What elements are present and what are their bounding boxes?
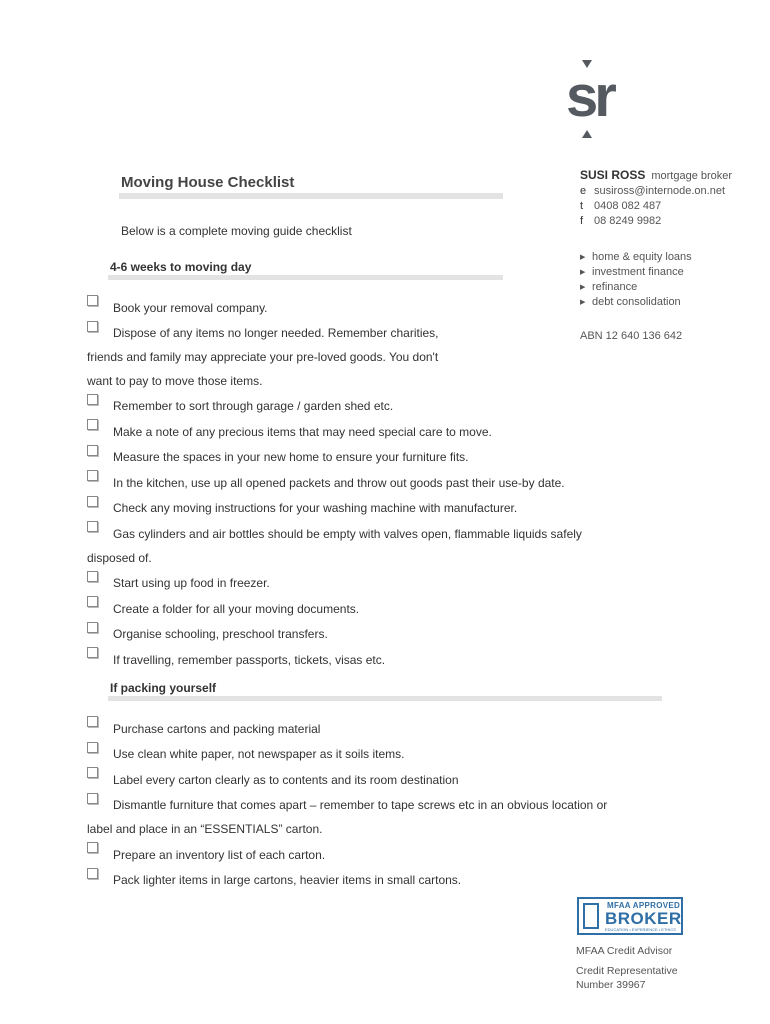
checklist-item: Purchase cartons and packing material bbox=[113, 722, 321, 736]
logo-triangle-bottom bbox=[582, 130, 592, 138]
bullet-icon: ▶ bbox=[580, 284, 586, 291]
badge-sub-text: EDUCATION • EXPERIENCE • ETHICS bbox=[605, 927, 676, 932]
phone-key: t bbox=[580, 200, 584, 212]
checklist-item: Dispose of any items no longer needed. Remember charities, bbox=[113, 326, 439, 340]
phone-value: 0408 082 487 bbox=[594, 200, 662, 212]
checkbox[interactable] bbox=[87, 793, 98, 804]
badge-top-text: MFAA APPROVED bbox=[607, 901, 681, 910]
footer-line: Number 39967 bbox=[576, 979, 646, 991]
checkbox[interactable] bbox=[87, 571, 98, 582]
mfaa-shield-icon bbox=[583, 903, 599, 929]
intro-text: Below is a complete moving guide checklist bbox=[121, 224, 352, 238]
broker-name: SUSI ROSS bbox=[580, 168, 646, 182]
checkbox[interactable] bbox=[87, 470, 98, 481]
mfaa-approved-broker-badge bbox=[577, 897, 683, 935]
checklist-item: Organise schooling, preschool transfers. bbox=[113, 627, 328, 641]
checkbox[interactable] bbox=[87, 496, 98, 507]
checkbox[interactable] bbox=[87, 394, 98, 405]
section-heading-packing: If packing yourself bbox=[110, 681, 217, 695]
checkbox[interactable] bbox=[87, 521, 98, 532]
bullet-icon: ▶ bbox=[580, 254, 586, 261]
title-underline bbox=[119, 193, 503, 199]
email-value[interactable]: susiross@internode.on.net bbox=[594, 185, 726, 197]
checkbox[interactable] bbox=[87, 321, 98, 332]
checklist-item-continued: label and place in an “ESSENTIALS” carton. bbox=[87, 822, 323, 836]
checkbox[interactable] bbox=[87, 596, 98, 607]
page-title: Moving House Checklist bbox=[121, 174, 295, 191]
checklist-item: Check any moving instructions for your washing machine with manufacturer. bbox=[113, 501, 518, 515]
checkbox[interactable] bbox=[87, 622, 98, 633]
checklist-item: If travelling, remember passports, tickets, visas etc. bbox=[113, 653, 386, 667]
checklist-item: Label every carton clearly as to contents and its room destination bbox=[113, 773, 459, 787]
contact-block bbox=[580, 168, 732, 229]
service-item: ▶ refinance bbox=[580, 281, 638, 293]
checklist-item: Gas cylinders and air bottles should be empty with valves open, flammable liquids safely bbox=[113, 527, 582, 541]
checklist-item: Dismantle furniture that comes apart – remember to tape screws etc in an obvious location or bbox=[113, 798, 608, 812]
section-underline bbox=[108, 696, 662, 701]
checklist-item-continued: friends and family may appreciate your pre-loved goods. You don't bbox=[87, 350, 439, 364]
sr-logo bbox=[566, 60, 650, 140]
checklist-item: Make a note of any precious items that may need special care to move. bbox=[113, 425, 492, 439]
checklist-item-continued: want to pay to move those items. bbox=[87, 374, 263, 388]
checkbox[interactable] bbox=[87, 767, 98, 778]
badge-main-text: BROKER bbox=[605, 909, 682, 928]
checkbox[interactable] bbox=[87, 742, 98, 753]
checkbox[interactable] bbox=[87, 445, 98, 456]
services-list bbox=[580, 250, 692, 310]
footer-line: Credit Representative bbox=[576, 965, 678, 977]
bullet-icon: ▶ bbox=[580, 269, 586, 276]
checkbox[interactable] bbox=[87, 842, 98, 853]
checklist-item: Create a folder for all your moving documents. bbox=[113, 602, 360, 616]
checkbox[interactable] bbox=[87, 716, 98, 727]
checklist-item: Book your removal company. bbox=[113, 301, 268, 315]
checklist-item: Use clean white paper, not newspaper as it soils items. bbox=[113, 747, 405, 761]
checklist-item: Measure the spaces in your new home to ensure your furniture fits. bbox=[113, 450, 469, 464]
checkbox[interactable] bbox=[87, 868, 98, 879]
broker-role: mortgage broker bbox=[651, 170, 733, 182]
bullet-icon: ▶ bbox=[580, 299, 586, 306]
checklist-item: Start using up food in freezer. bbox=[113, 576, 270, 590]
checkbox[interactable] bbox=[87, 295, 98, 306]
checklist-item: Prepare an inventory list of each carton. bbox=[113, 848, 326, 862]
footer-credentials bbox=[576, 944, 678, 992]
checklist-item: Remember to sort through garage / garden shed etc. bbox=[113, 399, 394, 413]
section-underline bbox=[108, 275, 503, 280]
fax-value: 08 8249 9982 bbox=[594, 215, 662, 227]
footer-line: MFAA Credit Advisor bbox=[576, 945, 673, 957]
fax-key: f bbox=[580, 215, 584, 227]
checklist-item: Pack lighter items in large cartons, heavier items in small cartons. bbox=[113, 873, 462, 887]
abn-number: ABN 12 640 136 642 bbox=[580, 330, 683, 342]
checklist-item: In the kitchen, use up all opened packets and throw out goods past their use-by date. bbox=[113, 476, 565, 490]
checklist-item-continued: disposed of. bbox=[87, 551, 152, 565]
section-heading-4-6-weeks: 4-6 weeks to moving day bbox=[110, 260, 252, 274]
checkbox[interactable] bbox=[87, 419, 98, 430]
checkbox[interactable] bbox=[87, 647, 98, 658]
service-item: ▶ home & equity loans bbox=[580, 251, 692, 263]
service-item: ▶ investment finance bbox=[580, 266, 684, 278]
email-key: e bbox=[580, 185, 587, 197]
logo-text: sr bbox=[566, 64, 613, 129]
service-item: ▶ debt consolidation bbox=[580, 296, 681, 308]
